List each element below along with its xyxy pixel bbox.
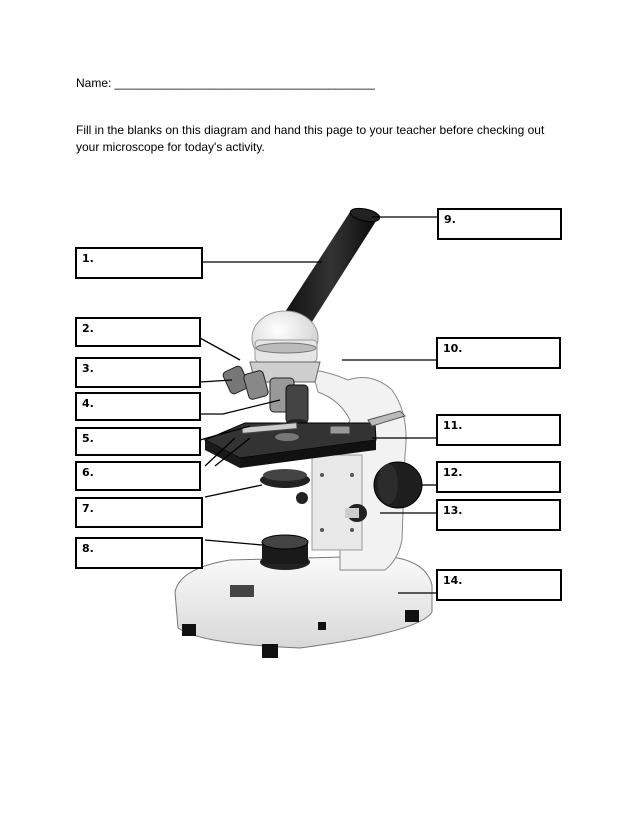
label-box-3[interactable]: 3. [75, 357, 201, 388]
label-box-7[interactable]: 7. [75, 497, 203, 528]
name-field[interactable]: Name: _______________________________________ [76, 76, 375, 90]
label-box-14[interactable]: 14. [436, 569, 562, 601]
label-box-11[interactable]: 11. [436, 414, 561, 446]
nosepiece [222, 362, 320, 427]
label-box-13[interactable]: 13. [436, 499, 561, 531]
instructions-text: Fill in the blanks on this diagram and hand this page to your teacher before checking out your microscope for today's activity. [76, 123, 545, 154]
label-box-2[interactable]: 2. [75, 317, 201, 347]
eyepiece-tube [285, 206, 381, 325]
light-source [260, 535, 310, 570]
coarse-adjustment-knob [374, 462, 422, 508]
label-box-12[interactable]: 12. [436, 461, 561, 493]
label-box-6[interactable]: 6. [75, 461, 201, 491]
diaphragm [260, 469, 310, 504]
label-box-5[interactable]: 5. [75, 427, 201, 456]
label-box-10[interactable]: 10. [436, 337, 561, 369]
label-box-9[interactable]: 9. [437, 208, 562, 240]
microscope-base [175, 556, 432, 658]
label-box-4[interactable]: 4. [75, 392, 201, 421]
label-box-1[interactable]: 1. [75, 247, 203, 279]
microscope-head [252, 311, 318, 365]
label-box-8[interactable]: 8. [75, 537, 203, 569]
